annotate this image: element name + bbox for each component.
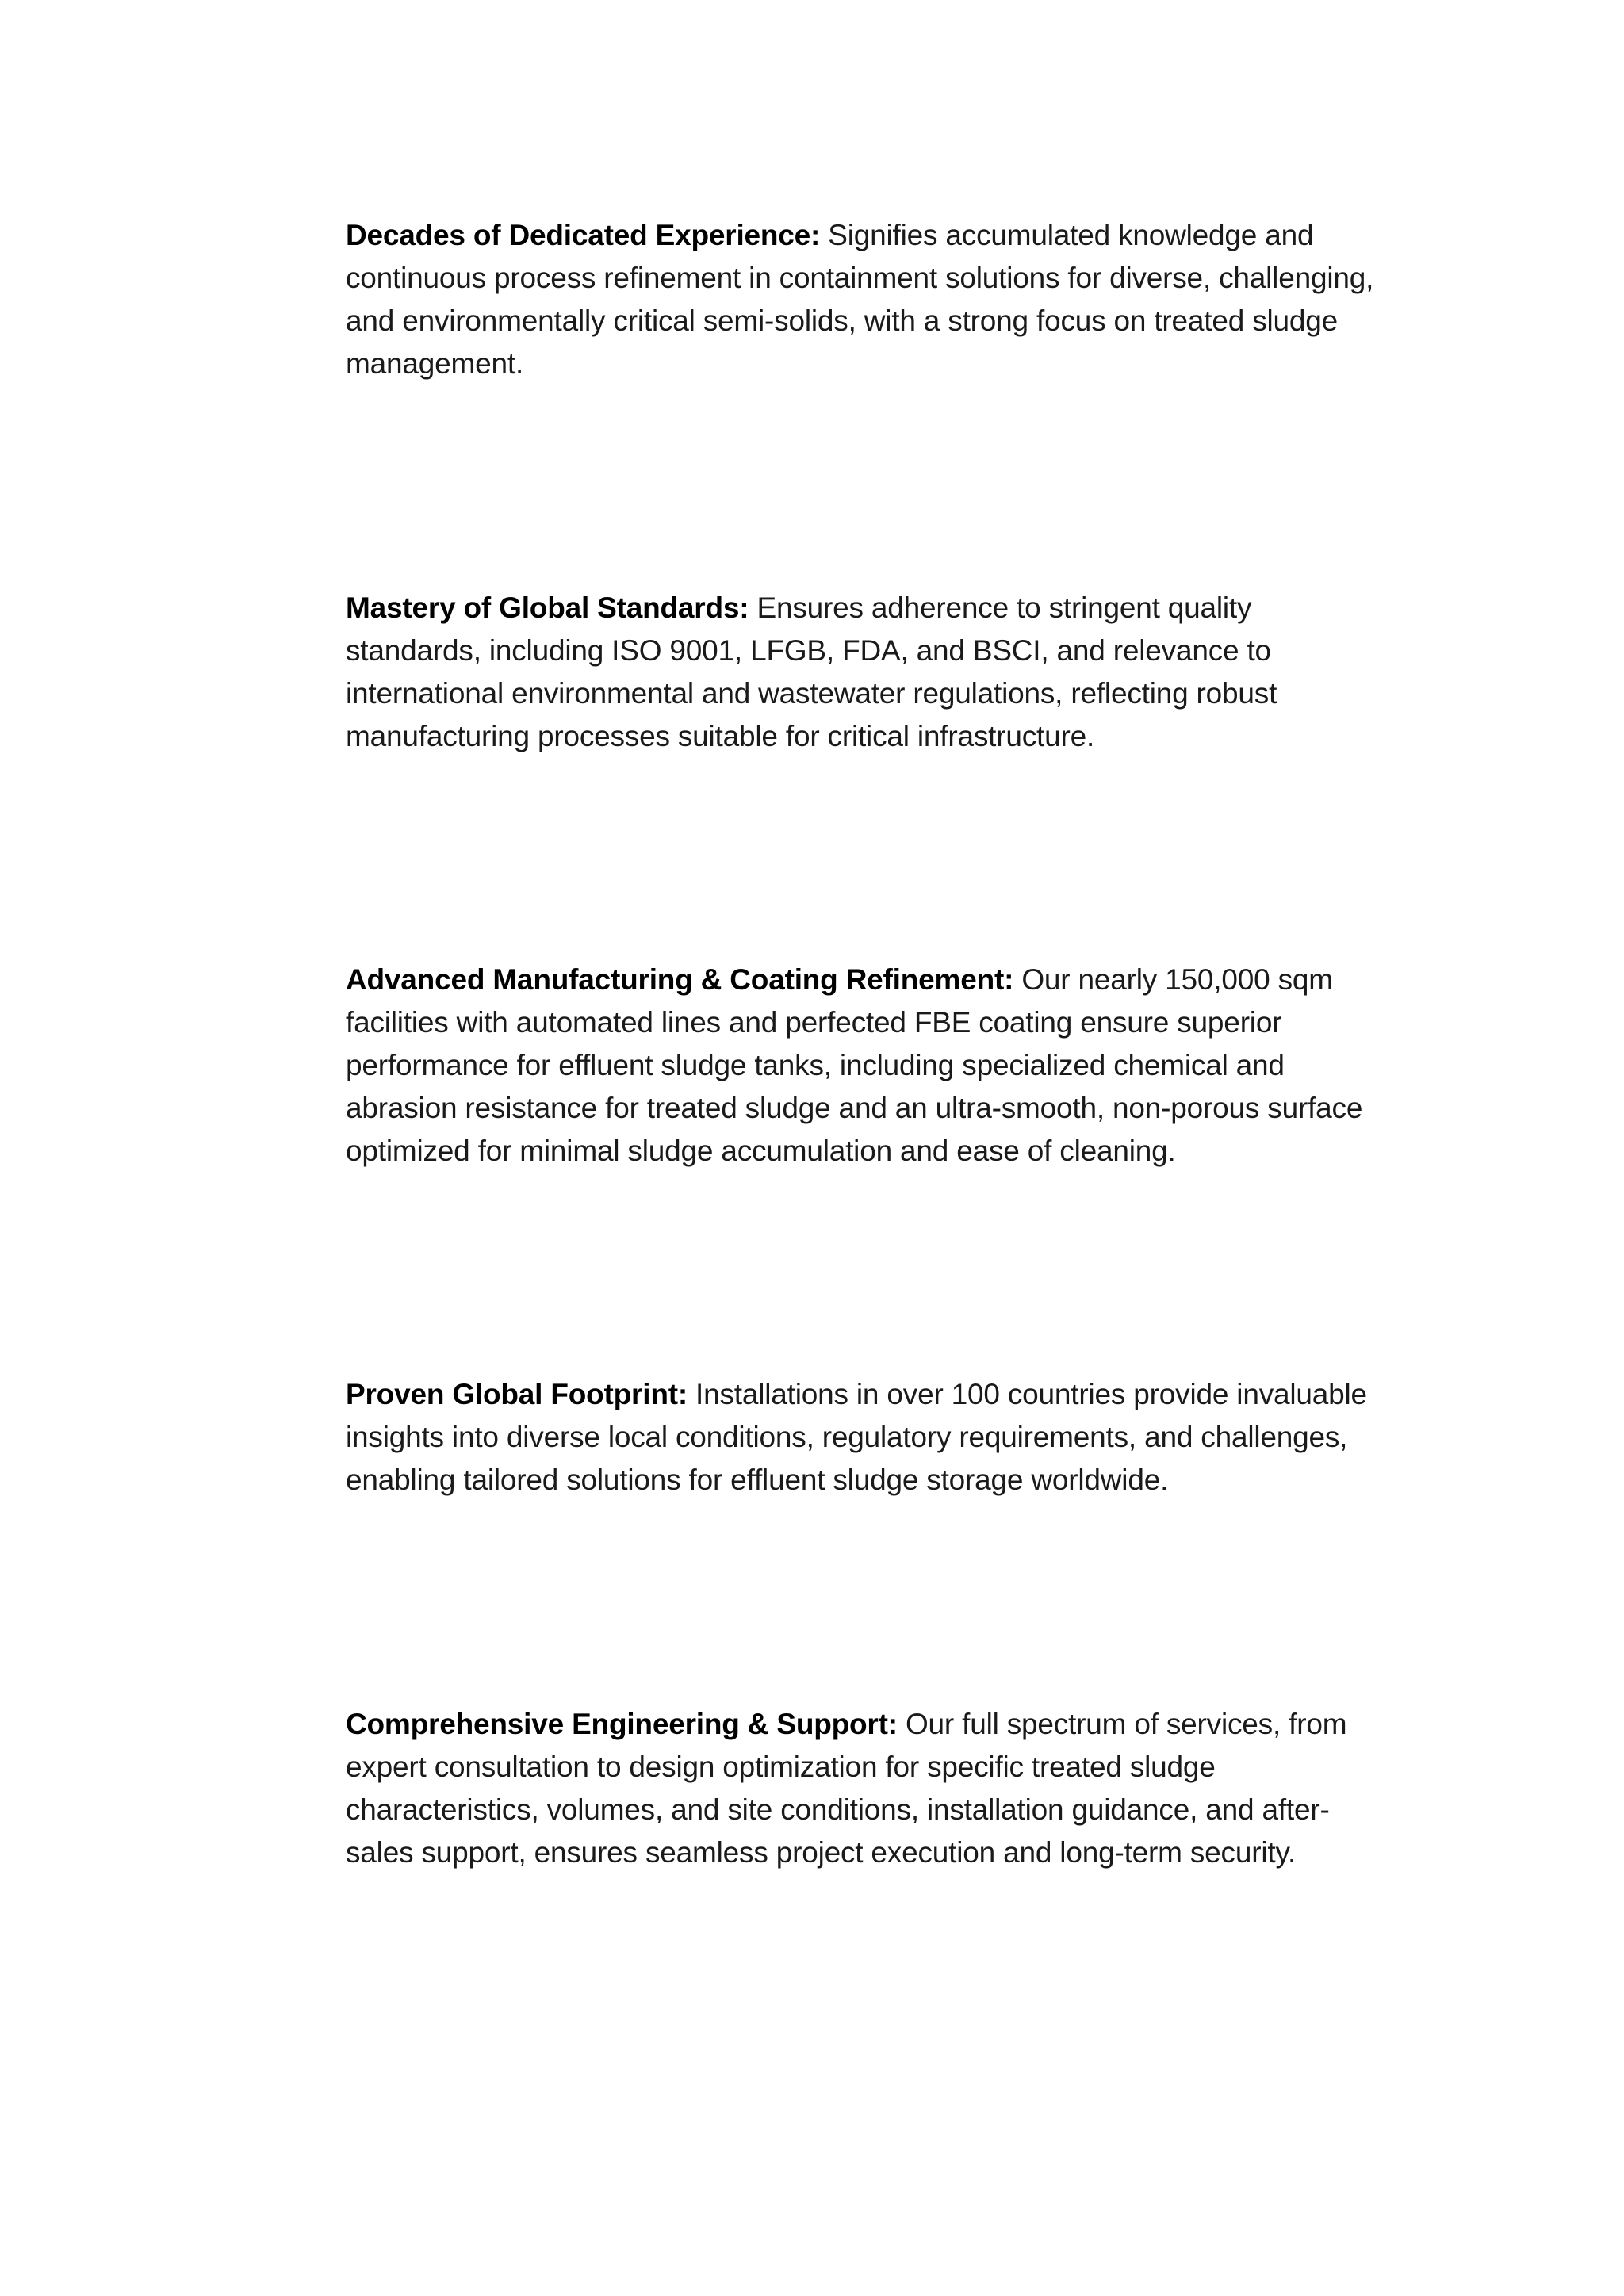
- paragraph-text: Installations in over 100 countries provide invaluable insights into diverse local conditions, regulatory requirements, and challenges, enabling tailored solutions for effluent sludge storage worldwide.: [346, 1378, 1367, 1496]
- paragraph-manufacturing: [346, 959, 1385, 1173]
- paragraph-lead: Advanced Manufacturing & Coating Refinement:: [346, 963, 1014, 996]
- paragraph-lead: Mastery of Global Standards:: [346, 591, 749, 624]
- paragraph-footprint: [346, 1373, 1385, 1502]
- paragraph-text: Our full spectrum of services, from expert consultation to design optimization for specific treated sludge characteristics, volumes, and site conditions, installation guidance, and after-sales support, ensures seamless project execution and long-term security.: [346, 1708, 1347, 1869]
- paragraph-text: Ensures adherence to stringent quality standards, including ISO 9001, LFGB, FDA, and BSCI, and relevance to international environmental and wastewater regulations, reflecting robust manufacturing processes suitable for critical infrastructure.: [346, 591, 1277, 752]
- paragraph-text: Our nearly 150,000 sqm facilities with automated lines and perfected FBE coating ensure superior performance for effluent sludge tanks, including specialized chemical and abrasion resistance for treated sludge and an ultra-smooth, non-porous surface optimized for minimal sludge accumulation and ease of cleaning.: [346, 963, 1363, 1167]
- paragraph-experience: [346, 214, 1385, 385]
- paragraph-lead: Comprehensive Engineering & Support:: [346, 1708, 898, 1740]
- paragraph-engineering: [346, 1703, 1385, 1874]
- paragraph-text: Signifies accumulated knowledge and continuous process refinement in containment solutions for diverse, challenging, and environmentally critical semi-solids, with a strong focus on treated sludge management.: [346, 219, 1374, 380]
- paragraph-standards: [346, 587, 1385, 758]
- paragraph-lead: Decades of Dedicated Experience:: [346, 219, 821, 251]
- paragraph-lead: Proven Global Footprint:: [346, 1378, 688, 1410]
